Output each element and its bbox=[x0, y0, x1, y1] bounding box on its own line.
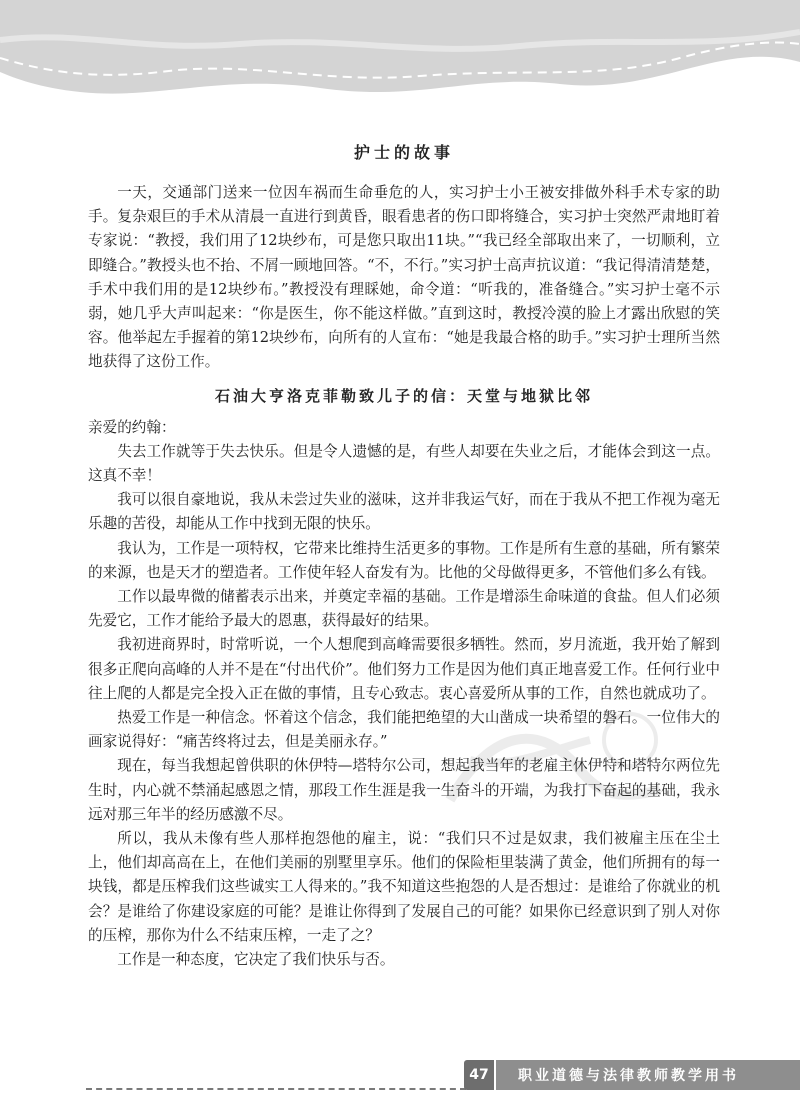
letter-paragraph: 我初进商界时，时常听说，一个人想爬到高峰需要很多牺牲。然而，岁月流逝，我开始了解到很多正爬向高峰的人并不是在“付出代价”。他们努力工作是因为他们真正地喜爱工作。任何行业中往上爬的人都是完全投入正在做的事情，且专心致志。衷心喜爱所从事的工作，自然也就成功了。 bbox=[88, 636, 720, 702]
book-title: 职业道德与法律教师教学用书 bbox=[496, 1060, 800, 1090]
letter-paragraph: 我可以很自豪地说，我从未尝过失业的滋味，这并非我运气好，而在于我从不把工作视为毫无乐趣的苦役，却能从工作中找到无限的快乐。 bbox=[88, 491, 720, 533]
story-title: 护士的故事 bbox=[353, 143, 454, 162]
letter-title: 石油大亨洛克菲勒致儿子的信：天堂与地狱比邻 bbox=[214, 386, 593, 405]
letter-paragraph: 所以，我从未像有些人那样抱怨他的雇主，说：“我们只不过是奴隶，我们被雇主压在尘土上，他们却高高在上，在他们美丽的别墅里享乐。他们的保险柜里装满了黄金，他们所拥有的每一块钱，都是压榨我们这些诚实工人得来的。”我不知道这些抱怨的人是否想过：是谁给了你就业的机会？是谁给了你建设家庭的可能？是谁让你得到了发展自己的可能？如果你已经意识到了别人对你的压榨，那你为什么不结束压榨，一走了之？ bbox=[88, 830, 720, 944]
letter-paragraph: 我认为，工作是一项特权，它带来比维持生活更多的事物。工作是所有生意的基础，所有繁荣的来源，也是天才的塑造者。工作使年轻人奋发有为。比他的父母做得更多，不管他们多么有钱。 bbox=[88, 539, 720, 581]
letter-paragraph: 工作以最卑微的储蓄表示出来，并奠定幸福的基础。工作是增添生命味道的食盐。但人们必须先爱它，工作才能给予最大的恩惠，获得最好的结果。 bbox=[88, 588, 720, 630]
letter-paragraph: 现在，每当我想起曾供职的休伊特—塔特尔公司，想起我当年的老雇主休伊特和塔特尔两位先生时，内心就不禁涌起感恩之情，那段工作生涯是我一生奋斗的开端，为我打下奋起的基础，我永远对那三年半的经历感激不尽。 bbox=[88, 757, 720, 823]
page-number: 47 bbox=[464, 1060, 494, 1090]
letter-paragraph: 工作是一种态度，它决定了我们快乐与否。 bbox=[117, 951, 395, 969]
page-header-decoration bbox=[0, 0, 800, 112]
page-footer bbox=[0, 1048, 800, 1117]
page-content bbox=[88, 140, 720, 972]
letter-paragraph: 热爱工作是一种信念。怀着这个信念，我们能把绝望的大山凿成一块希望的磐石。一位伟大的画家说得好：“痛苦终将过去，但是美丽永存。” bbox=[88, 709, 720, 751]
letter-paragraph: 失去工作就等于失去快乐。但是令人遗憾的是，有些人却要在失业之后，才能体会到这一点。这真不幸！ bbox=[88, 442, 720, 485]
letter-salutation: 亲爱的约翰： bbox=[88, 418, 176, 436]
story-paragraph: 一天，交通部门送来一位因车祸而生命垂危的人，实习护士小王被安排做外科手术专家的助手。复杂艰巨的手术从清晨一直进行到黄昏，眼看患者的伤口即将缝合，实习护士突然严肃地盯着专家说：“教授，我们用了12块纱布，可是您只取出11块。”“我已经全部取出来了，一切顺利，立即缝合。”教授头也不抬、不屑一顾地回答。“不，不行。”实习护士高声抗议道：“我记得清清楚楚，手术中我们用的是12块纱布。”教授没有理睬她，命令道：“听我的，准备缝合。”实习护士毫不示弱，她几乎大声叫起来：“你是医生，你不能这样做。”直到这时，教授冷漠的脸上才露出欣慰的笑容。他举起左手握着的第12块纱布，向所有的人宣布：“她是我最合格的助手。”实习护士理所当然地获得了这份工作。 bbox=[88, 184, 720, 371]
footer-dashed-rule bbox=[86, 1088, 466, 1090]
